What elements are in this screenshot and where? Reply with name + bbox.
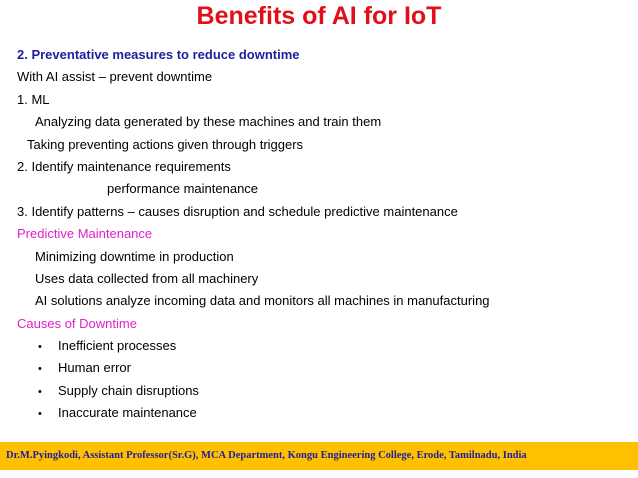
downtime-cause-item (17, 357, 627, 379)
bullet-icon: • (38, 363, 42, 376)
footer-credit: Dr.M.Pyingkodi, Assistant Professor(Sr.G), MCA Department, Kongu Engineering College, Erode, Tamilnadu, India (6, 450, 527, 461)
slide-title: Benefits of AI for IoT (196, 2, 442, 30)
bullet-icon: • (38, 341, 42, 354)
downtime-cause-label: Inefficient processes (58, 338, 177, 354)
predictive-item: Minimizing downtime in production (35, 248, 234, 264)
slide-body (17, 44, 627, 425)
downtime-cause-label: Human error (58, 360, 131, 376)
downtime-cause-label: Inaccurate maintenance (58, 405, 197, 421)
predictive-item: AI solutions analyze incoming data and monitors all machines in manufacturing (35, 293, 490, 309)
footer-bar (0, 442, 638, 470)
downtime-cause-item (17, 335, 627, 357)
predictive-maintenance-heading: Predictive Maintenance (17, 226, 153, 242)
bullet-icon: • (38, 385, 42, 398)
predictive-item: Uses data collected from all machinery (35, 270, 259, 286)
body-line: With AI assist – prevent downtime (17, 69, 213, 85)
downtime-cause-item (17, 402, 627, 424)
body-line: 1. ML (17, 91, 50, 107)
body-line: Analyzing data generated by these machines and train them (35, 114, 382, 130)
body-line: performance maintenance (107, 181, 259, 197)
bullet-icon: • (38, 408, 42, 421)
section-heading: 2. Preventative measures to reduce downtime (17, 47, 300, 62)
body-line: Taking preventing actions given through triggers (27, 136, 304, 152)
body-line: 3. Identify patterns – causes disruption and schedule predictive maintenance (17, 203, 458, 219)
body-line: 2. Identify maintenance requirements (17, 158, 231, 174)
downtime-cause-item (17, 380, 627, 402)
downtime-cause-label: Supply chain disruptions (58, 382, 199, 398)
causes-of-downtime-heading: Causes of Downtime (17, 315, 137, 331)
